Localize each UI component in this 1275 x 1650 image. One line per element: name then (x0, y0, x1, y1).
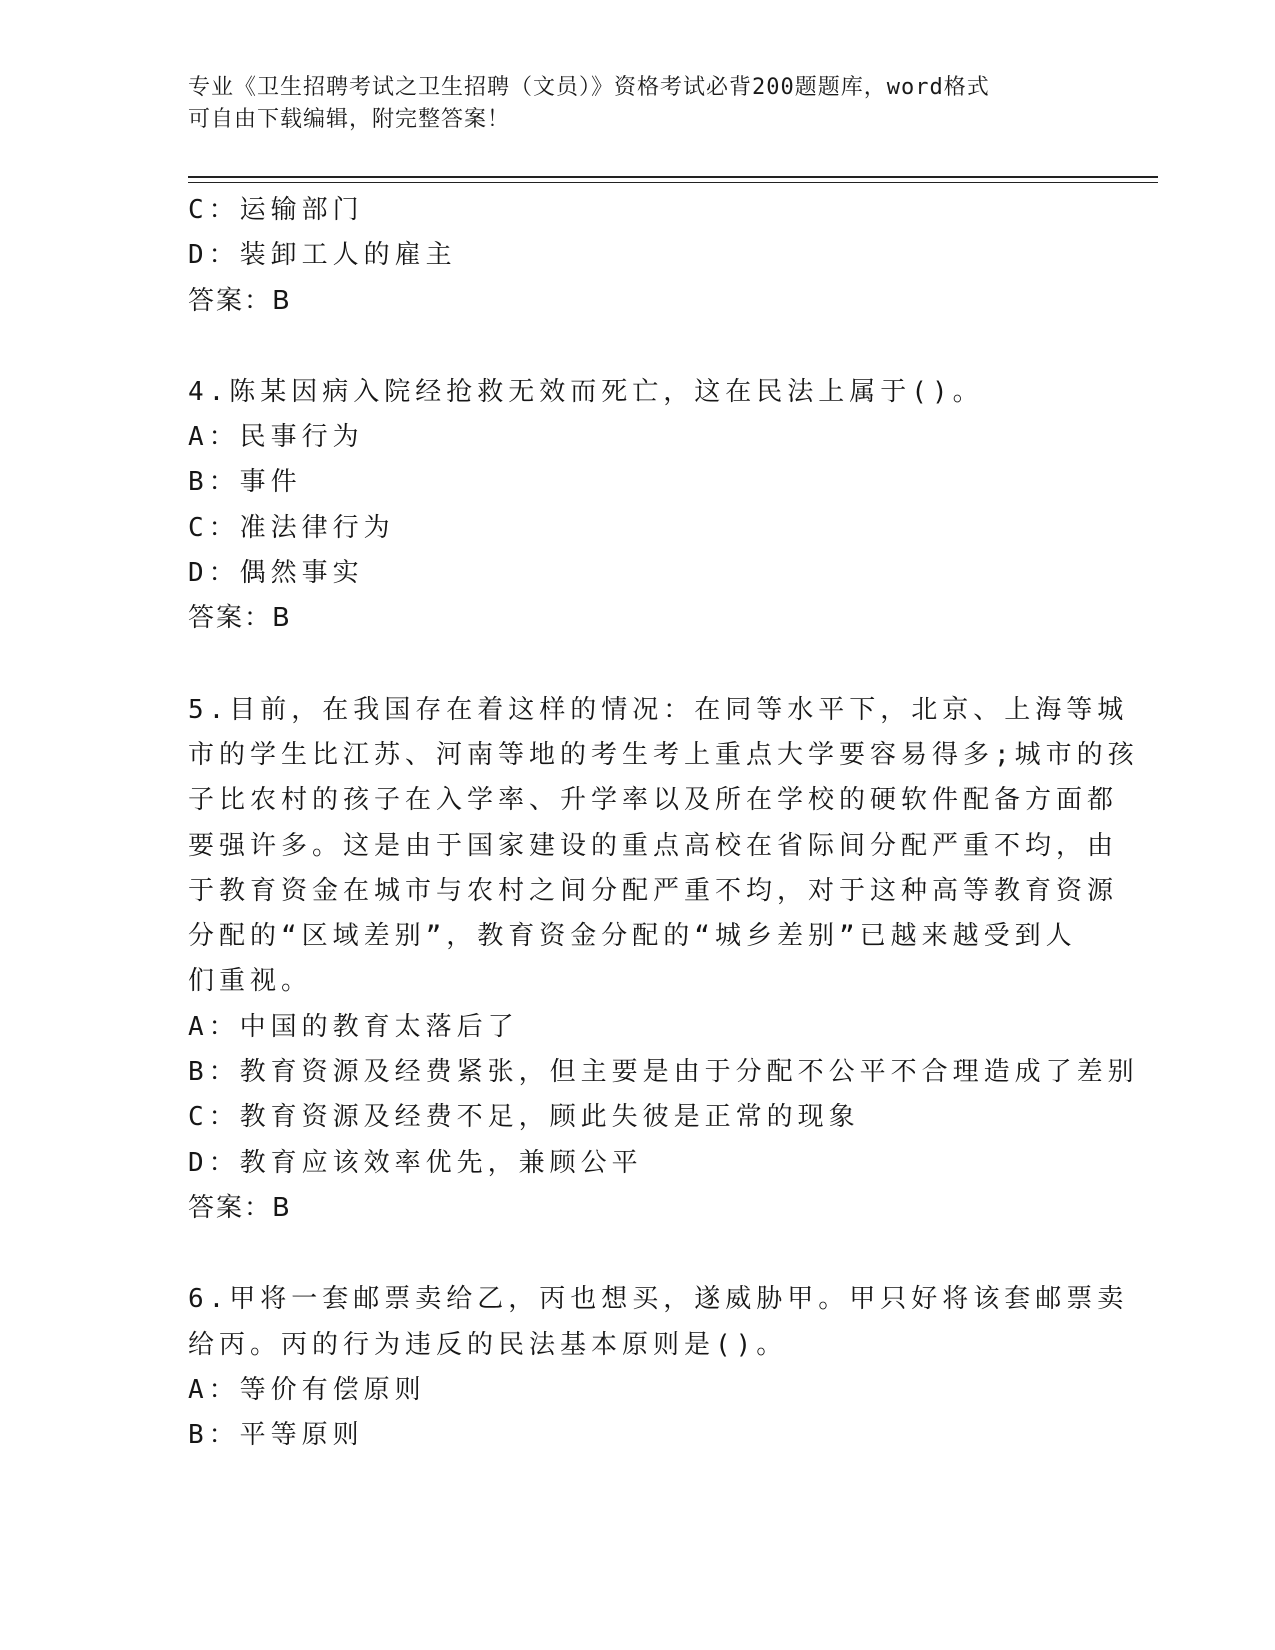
question-4 (188, 370, 1088, 642)
question-text-line: 于教育资金在城市与农村之间分配严重不均，对于这种高等教育资源 (188, 875, 1119, 906)
header-rule-thick (188, 176, 1158, 178)
question-list (188, 188, 1139, 1458)
header-rule-thin (188, 182, 1158, 183)
document-header (188, 72, 1068, 136)
answer: 答案：B (188, 603, 292, 634)
question-text-line: 子比农村的孩子在入学率、升学率以及所在学校的硬软件配备方面都 (188, 785, 1119, 816)
question-5 (188, 688, 1139, 1232)
option-c: C：教育资源及经费不足，顾此失彼是正常的现象 (188, 1102, 860, 1133)
option-a: A：中国的教育太落后了 (188, 1011, 519, 1042)
option-c: C：运输部门 (188, 195, 364, 225)
option-d: D：装卸工人的雇主 (188, 240, 457, 271)
question-text-line: 6.甲将一套邮票卖给乙，丙也想买，遂威胁甲。甲只好将该套邮票卖 (188, 1284, 1129, 1315)
question-text-line: 们重视。 (188, 966, 313, 997)
option-d: D：偶然事实 (188, 558, 364, 589)
option-d: D：教育应该效率优先，兼顾公平 (188, 1147, 643, 1178)
option-b: B：平等原则 (188, 1420, 364, 1451)
question-text-line: 市的学生比江苏、河南等地的考生考上重点大学要容易得多;城市的孩 (188, 739, 1139, 770)
header-line-1: 专业《卫生招聘考试之卫生招聘（文员）》资格考试必背200题题库，word格式 (188, 75, 990, 100)
question-text-line: 分配的“区域差别”，教育资金分配的“城乡差别”已越来越受到人 (188, 921, 1077, 952)
option-a: A：等价有偿原则 (188, 1374, 426, 1405)
question-3 (188, 188, 1088, 324)
header-line-2: 可自由下载编辑，附完整答案！ (188, 107, 511, 132)
option-a: A：民事行为 (188, 422, 364, 453)
question-text-line: 5.目前，在我国存在着这样的情况：在同等水平下，北京、上海等城 (188, 694, 1129, 725)
question-text-line: 要强许多。这是由于国家建设的重点高校在省际间分配严重不均，由 (188, 830, 1119, 861)
answer: 答案：B (188, 285, 292, 316)
answer: 答案：B (188, 1192, 292, 1223)
question-text: 4.陈某因病入院经抢救无效而死亡，这在民法上属于()。 (188, 376, 984, 407)
option-b: B：事件 (188, 467, 302, 498)
option-b: B：教育资源及经费紧张，但主要是由于分配不公平不合理造成了差别 (188, 1057, 1139, 1088)
question-6 (188, 1277, 1129, 1458)
option-c: C：准法律行为 (188, 512, 395, 543)
question-text-line: 给丙。丙的行为违反的民法基本原则是()。 (188, 1329, 788, 1360)
